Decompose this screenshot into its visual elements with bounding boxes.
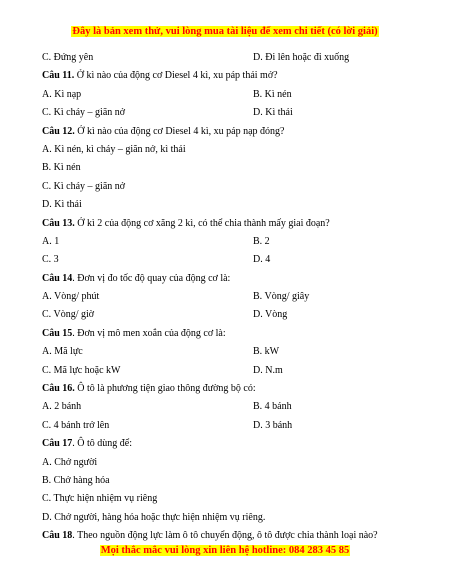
answer-row: [42, 49, 422, 67]
answer-option: B. kW: [253, 346, 280, 358]
answer-option: D. 4: [253, 254, 271, 266]
answer-option: D. Đi lên hoặc đi xuống: [253, 52, 350, 63]
answer-row: [42, 251, 422, 269]
answer-option: B. 4 bánh: [253, 401, 292, 413]
answer-row: [42, 104, 422, 122]
question-number: Câu 11.: [42, 70, 75, 82]
question-number: Câu 13.: [42, 217, 75, 229]
answer-option: A. Vòng/ phút: [42, 291, 100, 303]
answer-option: B. Chở hàng hóa: [42, 474, 110, 486]
answer-option: C. Đứng yên: [42, 52, 94, 63]
answer-option: A. Chở người: [42, 456, 98, 468]
question: [42, 380, 422, 398]
answer-option: D. Vòng: [253, 309, 288, 321]
preview-notice-banner: [0, 26, 450, 37]
question-text: . Đơn vị mô men xoắn của động cơ là:: [72, 327, 226, 339]
answer-row: [42, 306, 422, 324]
answer-option: B. Kì nén: [42, 162, 81, 174]
question-text: . Ô tô dùng để:: [72, 438, 133, 450]
question-text: . Đơn vị đo tốc độ quay của động cơ là:: [72, 272, 231, 284]
question: [42, 325, 422, 343]
question-text: Ở kì nào của động cơ Diesel 4 kì, xu páp thải mở?: [74, 70, 278, 82]
answer-option: B. Vòng/ giây: [253, 291, 310, 303]
hotline-text: Mọi thắc mắc vui lòng xin liên hệ hotline: 084 283 45 85: [100, 545, 350, 556]
answer-option: D. Chở người, hàng hóa hoặc thực hiện nhiệm vụ riêng.: [42, 511, 266, 523]
answer-row: [42, 362, 422, 380]
answer-option: D. 3 bánh: [253, 419, 293, 431]
question: [42, 123, 422, 141]
answer-row: [42, 233, 422, 251]
question-number: Câu 18: [42, 530, 73, 542]
answer-option: C. Mã lực hoặc kW: [42, 364, 121, 376]
answer-option: D. N.m: [253, 364, 283, 376]
answer-row: [42, 288, 422, 306]
answer-row: [42, 417, 422, 435]
answer-option: C. 3: [42, 254, 59, 266]
hotline-banner: [0, 545, 450, 556]
answer-option: B. 2: [253, 235, 270, 247]
question-text: Ở kì 2 của động cơ xăng 2 kì, có thể chia thành mấy giai đoạn?: [74, 217, 330, 229]
question-number: Câu 14: [42, 272, 73, 284]
question-text: Ở kì nào của động cơ Diesel 4 kì, xu páp nạp đóng?: [74, 125, 285, 137]
answer-option: A. 1: [42, 235, 60, 247]
question-number: Câu 16.: [42, 383, 75, 395]
question-number: Câu 12.: [42, 125, 75, 137]
answer-option: A. Kì nén, kì cháy – giãn nở, kì thải: [42, 143, 186, 155]
answer-option: C. 4 bánh trở lên: [42, 419, 110, 431]
question-number: Câu 15: [42, 327, 73, 339]
answer-option: C. Vòng/ giờ: [42, 309, 95, 321]
question-number: Câu 17: [42, 438, 73, 450]
question-text: . Theo nguồn động lực làm ô tô chuyển động, ô tô được chia thành loại nào?: [72, 530, 378, 542]
answer-option: C. Kì cháy – giãn nở: [42, 107, 126, 119]
answer-option: C. Thực hiện nhiệm vụ riêng: [42, 493, 158, 505]
question: [42, 527, 422, 545]
question-text: Ô tô là phương tiện giao thông đường bộ có:: [74, 383, 256, 395]
answer-option: A. Kì nạp: [42, 88, 82, 100]
answer-option: C. Kì cháy – giãn nở: [42, 180, 126, 192]
quiz-content: [42, 49, 422, 546]
question: [42, 270, 422, 288]
answer-option: B. Kì nén: [253, 88, 292, 100]
preview-notice-text: Đây là bản xem thử, vui lòng mua tài liệu để xem chi tiết (có lời giải): [72, 26, 378, 37]
answer-row: [42, 398, 422, 416]
answer-option: D. Kì thải: [42, 199, 82, 211]
question: [42, 215, 422, 233]
answer-row: [42, 343, 422, 361]
answer-option: A. Mã lực: [42, 346, 83, 358]
question: [42, 67, 422, 85]
answer-row: [42, 86, 422, 104]
answer-option: D. Kì thải: [253, 107, 293, 119]
question: [42, 435, 422, 453]
answer-option: A. 2 bánh: [42, 401, 82, 413]
